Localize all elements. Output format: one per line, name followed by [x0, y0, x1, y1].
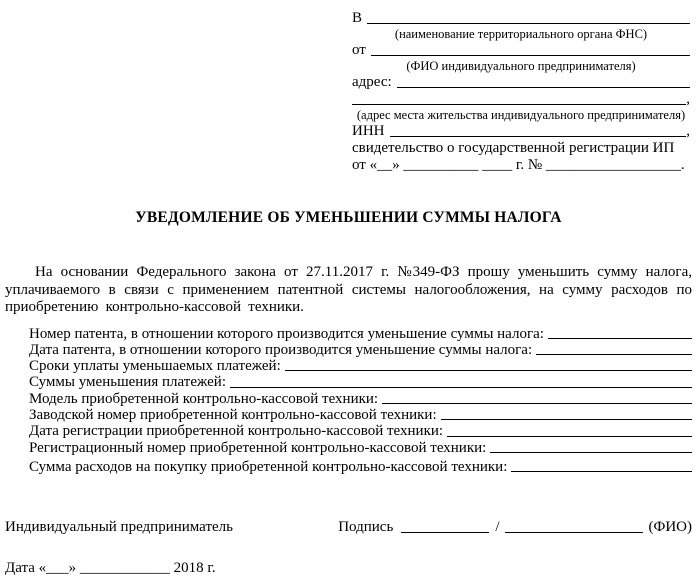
field-label: Сумма расходов на покупку приобретенной контрольно-кассовой техники: [29, 458, 508, 475]
fns-name-blank[interactable] [367, 23, 690, 24]
from-line [352, 42, 690, 59]
signature-row [5, 519, 692, 536]
field-row-kkt-registration-number [29, 440, 692, 456]
field-label: Номер патента, в отношении которого производится уменьшение суммы налога: [29, 325, 544, 342]
field-label: Сроки уплаты уменьшаемых платежей: [29, 358, 281, 375]
fns-caption: (наименование территориального органа ФНС) [394, 27, 648, 41]
field-label: Модель приобретенной контрольно-кассовой техники: [29, 390, 379, 407]
payment-terms-blank[interactable] [285, 370, 692, 371]
inn-prefix: ИНН [352, 123, 385, 139]
address-comma: , [686, 91, 690, 107]
recipient-block [352, 10, 690, 174]
fio-caption: (ФИО) [648, 519, 692, 536]
kkt-registration-number-blank[interactable] [490, 452, 692, 453]
address-blank-2[interactable] [352, 104, 686, 105]
address-blank-1[interactable] [397, 87, 690, 88]
field-row-kkt-serial-number [29, 407, 692, 423]
signature-fio-blank[interactable] [505, 532, 643, 533]
body-paragraph: На основании Федерального закона от 27.11.2017 г. №349-ФЗ прошу уменьшить сумму налога, уплачиваемого в связи с применением патентной системы налогообложения, на сумму расходов по приобретению контрольно-кассовой техники. [5, 264, 692, 315]
expenses-amount-blank[interactable] [511, 471, 692, 472]
signature-area [338, 519, 692, 536]
address-prefix: адрес: [352, 74, 392, 90]
patent-number-blank[interactable] [548, 338, 692, 339]
inn-blank[interactable] [390, 136, 687, 137]
fns-line [352, 10, 690, 27]
address-line-1 [352, 74, 690, 91]
fields-list [29, 326, 692, 476]
reduction-amounts-blank[interactable] [230, 387, 692, 388]
kkt-serial-number-blank[interactable] [441, 419, 692, 420]
field-row-patent-number [29, 326, 692, 342]
signature-separator: / [495, 519, 500, 536]
field-row-kkt-model [29, 391, 692, 407]
inn-line [352, 123, 690, 140]
entrepreneur-name-blank[interactable] [371, 55, 690, 56]
address-line-2 [352, 91, 690, 108]
field-row-payment-terms [29, 358, 692, 374]
field-label: Заводской номер приобретенной контрольно-кассовой техники: [29, 406, 437, 423]
kkt-registration-date-blank[interactable] [447, 436, 692, 437]
patent-date-blank[interactable] [536, 354, 692, 355]
from-caption: (ФИО индивидуального предпринимателя) [406, 59, 636, 73]
address-caption: (адрес места жительства индивидуального предпринимателя) [356, 108, 686, 122]
date-line[interactable]: Дата «___» ____________ 2018 г. [5, 560, 216, 577]
inn-comma: , [686, 123, 690, 139]
entrepreneur-label: Индивидуальный предприниматель [5, 519, 233, 536]
field-row-patent-date [29, 342, 692, 358]
field-label: Регистрационный номер приобретенной контрольно-кассовой техники: [29, 439, 487, 456]
certificate-date-line[interactable]: от «__» __________ ____ г. № __________________. [352, 157, 685, 173]
document-title: УВЕДОМЛЕНИЕ ОБ УМЕНЬШЕНИИ СУММЫ НАЛОГА [135, 209, 562, 226]
field-label: Дата регистрации приобретенной контрольно-кассовой техники: [29, 423, 444, 440]
signature-label: Подпись [338, 519, 394, 536]
from-prefix: от [352, 42, 366, 58]
signature-blank[interactable] [401, 532, 489, 533]
certificate-text: свидетельство о государственной регистрации ИП [352, 140, 675, 156]
field-label: Суммы уменьшения платежей: [29, 374, 226, 391]
field-row-kkt-registration-date [29, 423, 692, 439]
fns-prefix: В [352, 10, 363, 26]
field-row-reduction-amounts [29, 374, 692, 390]
field-row-expenses-amount [29, 459, 692, 475]
field-label: Дата патента, в отношении которого производится уменьшение суммы налога: [29, 341, 533, 358]
kkt-model-blank[interactable] [382, 403, 692, 404]
